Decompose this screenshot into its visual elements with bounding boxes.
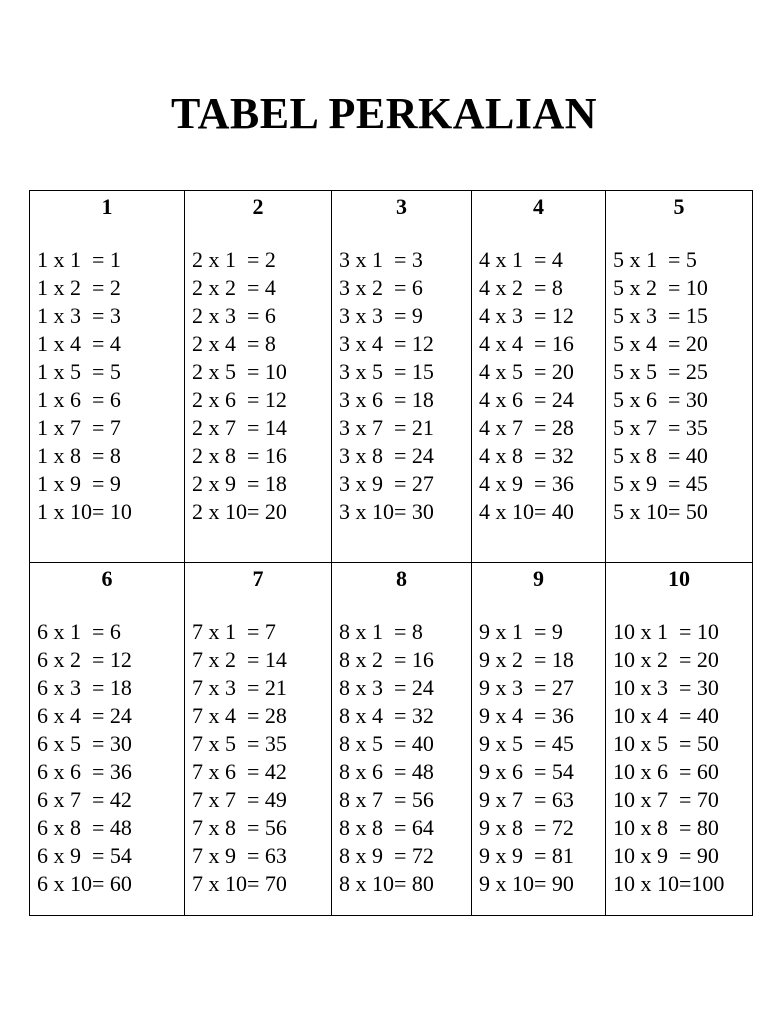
equation-line: 9 x 6 = 54 xyxy=(479,759,574,784)
equation-line: 7 x 4 = 28 xyxy=(192,703,287,728)
equation-line: 3 x 10= 30 xyxy=(339,499,434,524)
equation-line: 1 x 10= 10 xyxy=(37,499,132,524)
equation-line: 8 x 8 = 64 xyxy=(339,815,434,840)
equation-line: 7 x 1 = 7 xyxy=(192,619,276,644)
equation-line: 9 x 7 = 63 xyxy=(479,787,574,812)
table-row xyxy=(30,563,753,916)
table-header: 4 xyxy=(533,194,544,219)
table-header: 6 xyxy=(101,566,113,591)
equation-line: 5 x 5 = 25 xyxy=(613,359,708,384)
equation-line: 6 x 1 = 6 xyxy=(37,619,121,644)
equation-line: 4 x 2 = 8 xyxy=(479,275,563,300)
equation-line: 6 x 5 = 30 xyxy=(37,731,132,756)
equation-line: 7 x 6 = 42 xyxy=(192,759,287,784)
equation-line: 10 x 4 = 40 xyxy=(613,703,719,728)
equation-line: 10 x 6 = 60 xyxy=(613,759,719,784)
equation-line: 7 x 3 = 21 xyxy=(192,675,287,700)
equation-line: 8 x 10= 80 xyxy=(339,871,434,896)
equation-line: 6 x 7 = 42 xyxy=(37,787,132,812)
equation-line: 8 x 7 = 56 xyxy=(339,787,434,812)
equation-line: 6 x 6 = 36 xyxy=(37,759,132,784)
equation-line: 3 x 1 = 3 xyxy=(339,247,423,272)
equation-line: 8 x 5 = 40 xyxy=(339,731,434,756)
equation-line: 5 x 1 = 5 xyxy=(613,247,697,272)
equation-line: 7 x 8 = 56 xyxy=(192,815,287,840)
table-header: 8 xyxy=(396,566,407,591)
equation-line: 3 x 6 = 18 xyxy=(339,387,434,412)
equation-line: 7 x 5 = 35 xyxy=(192,731,287,756)
equation-line: 8 x 3 = 24 xyxy=(339,675,434,700)
times-table-5 xyxy=(606,191,753,563)
times-table-3 xyxy=(332,191,472,563)
equation-line: 6 x 3 = 18 xyxy=(37,675,132,700)
equation-line: 6 x 10= 60 xyxy=(37,871,132,896)
equation-line: 10 x 7 = 70 xyxy=(613,787,719,812)
equation-line: 10 x 2 = 20 xyxy=(613,647,719,672)
equation-line: 5 x 8 = 40 xyxy=(613,443,708,468)
equation-line: 8 x 1 = 8 xyxy=(339,619,423,644)
equation-line: 10 x 5 = 50 xyxy=(613,731,719,756)
table-header: 10 xyxy=(668,566,690,591)
equation-line: 5 x 7 = 35 xyxy=(613,415,708,440)
equation-line: 1 x 8 = 8 xyxy=(37,443,121,468)
equation-line: 9 x 2 = 18 xyxy=(479,647,574,672)
equation-line: 1 x 2 = 2 xyxy=(37,275,121,300)
equation-line: 4 x 7 = 28 xyxy=(479,415,574,440)
times-table-10 xyxy=(606,563,753,916)
equation-line: 2 x 1 = 2 xyxy=(192,247,276,272)
equation-line: 6 x 9 = 54 xyxy=(37,843,132,868)
equation-line: 6 x 4 = 24 xyxy=(37,703,132,728)
table-header: 2 xyxy=(252,194,264,219)
equation-line: 9 x 4 = 36 xyxy=(479,703,574,728)
equation-line: 1 x 4 = 4 xyxy=(37,331,121,356)
equation-line: 2 x 2 = 4 xyxy=(192,275,276,300)
equation-line: 4 x 4 = 16 xyxy=(479,331,574,356)
equation-line: 1 x 9 = 9 xyxy=(37,471,121,496)
equation-line: 9 x 10= 90 xyxy=(479,871,574,896)
equation-line: 5 x 3 = 15 xyxy=(613,303,708,328)
equation-line: 4 x 6 = 24 xyxy=(479,387,574,412)
equation-line: 1 x 6 = 6 xyxy=(37,387,121,412)
equation-line: 5 x 9 = 45 xyxy=(613,471,708,496)
equation-line: 2 x 3 = 6 xyxy=(192,303,276,328)
times-table-2 xyxy=(185,191,332,563)
table-header: 9 xyxy=(533,566,544,591)
times-table-4 xyxy=(472,191,606,563)
equation-line: 3 x 4 = 12 xyxy=(339,331,434,356)
equation-line: 10 x 10=100 xyxy=(613,871,725,896)
equation-line: 6 x 8 = 48 xyxy=(37,815,132,840)
equation-line: 7 x 7 = 49 xyxy=(192,787,287,812)
times-table-1 xyxy=(30,191,185,563)
equation-line: 4 x 3 = 12 xyxy=(479,303,574,328)
equation-line: 6 x 2 = 12 xyxy=(37,647,132,672)
equation-line: 3 x 5 = 15 xyxy=(339,359,434,384)
equation-line: 2 x 4 = 8 xyxy=(192,331,276,356)
equation-line: 5 x 4 = 20 xyxy=(613,331,708,356)
equation-line: 7 x 2 = 14 xyxy=(192,647,287,672)
equation-line: 4 x 1 = 4 xyxy=(479,247,563,272)
equation-line: 3 x 7 = 21 xyxy=(339,415,434,440)
equation-line: 2 x 6 = 12 xyxy=(192,387,287,412)
equation-line: 10 x 9 = 90 xyxy=(613,843,719,868)
equation-line: 1 x 7 = 7 xyxy=(37,415,121,440)
equation-line: 2 x 8 = 16 xyxy=(192,443,287,468)
equation-line: 3 x 3 = 9 xyxy=(339,303,423,328)
equation-line: 10 x 1 = 10 xyxy=(613,619,719,644)
equation-line: 2 x 9 = 18 xyxy=(192,471,287,496)
equation-line: 10 x 8 = 80 xyxy=(613,815,719,840)
equation-line: 4 x 9 = 36 xyxy=(479,471,574,496)
equation-line: 9 x 5 = 45 xyxy=(479,731,574,756)
equation-line: 7 x 9 = 63 xyxy=(192,843,287,868)
equation-line: 2 x 7 = 14 xyxy=(192,415,287,440)
equation-line: 9 x 3 = 27 xyxy=(479,675,574,700)
equation-line: 4 x 8 = 32 xyxy=(479,443,574,468)
equation-line: 5 x 10= 50 xyxy=(613,499,708,524)
page-title: TABEL PERKALIAN xyxy=(171,89,597,138)
table-header: 5 xyxy=(673,194,685,219)
equation-line: 1 x 3 = 3 xyxy=(37,303,121,328)
equation-line: 2 x 5 = 10 xyxy=(192,359,287,384)
equation-line: 8 x 6 = 48 xyxy=(339,759,434,784)
table-header: 1 xyxy=(101,194,113,219)
table-header: 7 xyxy=(252,566,264,591)
equation-line: 3 x 8 = 24 xyxy=(339,443,434,468)
equation-line: 10 x 3 = 30 xyxy=(613,675,719,700)
equation-line: 4 x 5 = 20 xyxy=(479,359,574,384)
equation-line: 8 x 9 = 72 xyxy=(339,843,434,868)
equation-line: 5 x 6 = 30 xyxy=(613,387,708,412)
table-header: 3 xyxy=(396,194,407,219)
equation-line: 9 x 8 = 72 xyxy=(479,815,574,840)
equation-line: 1 x 5 = 5 xyxy=(37,359,121,384)
equation-line: 2 x 10= 20 xyxy=(192,499,287,524)
table-row xyxy=(30,191,753,563)
equation-line: 3 x 2 = 6 xyxy=(339,275,423,300)
times-table-6 xyxy=(30,563,185,916)
equation-line: 3 x 9 = 27 xyxy=(339,471,434,496)
equation-line: 8 x 2 = 16 xyxy=(339,647,434,672)
equation-line: 9 x 9 = 81 xyxy=(479,843,574,868)
times-table-9 xyxy=(472,563,606,916)
equation-line: 9 x 1 = 9 xyxy=(479,619,563,644)
times-table-8 xyxy=(332,563,472,916)
equation-line: 1 x 1 = 1 xyxy=(37,247,121,272)
equation-line: 4 x 10= 40 xyxy=(479,499,574,524)
equation-line: 8 x 4 = 32 xyxy=(339,703,434,728)
equation-line: 7 x 10= 70 xyxy=(192,871,287,896)
multiplication-table xyxy=(29,190,753,916)
equation-line: 5 x 2 = 10 xyxy=(613,275,708,300)
times-table-7 xyxy=(185,563,332,916)
